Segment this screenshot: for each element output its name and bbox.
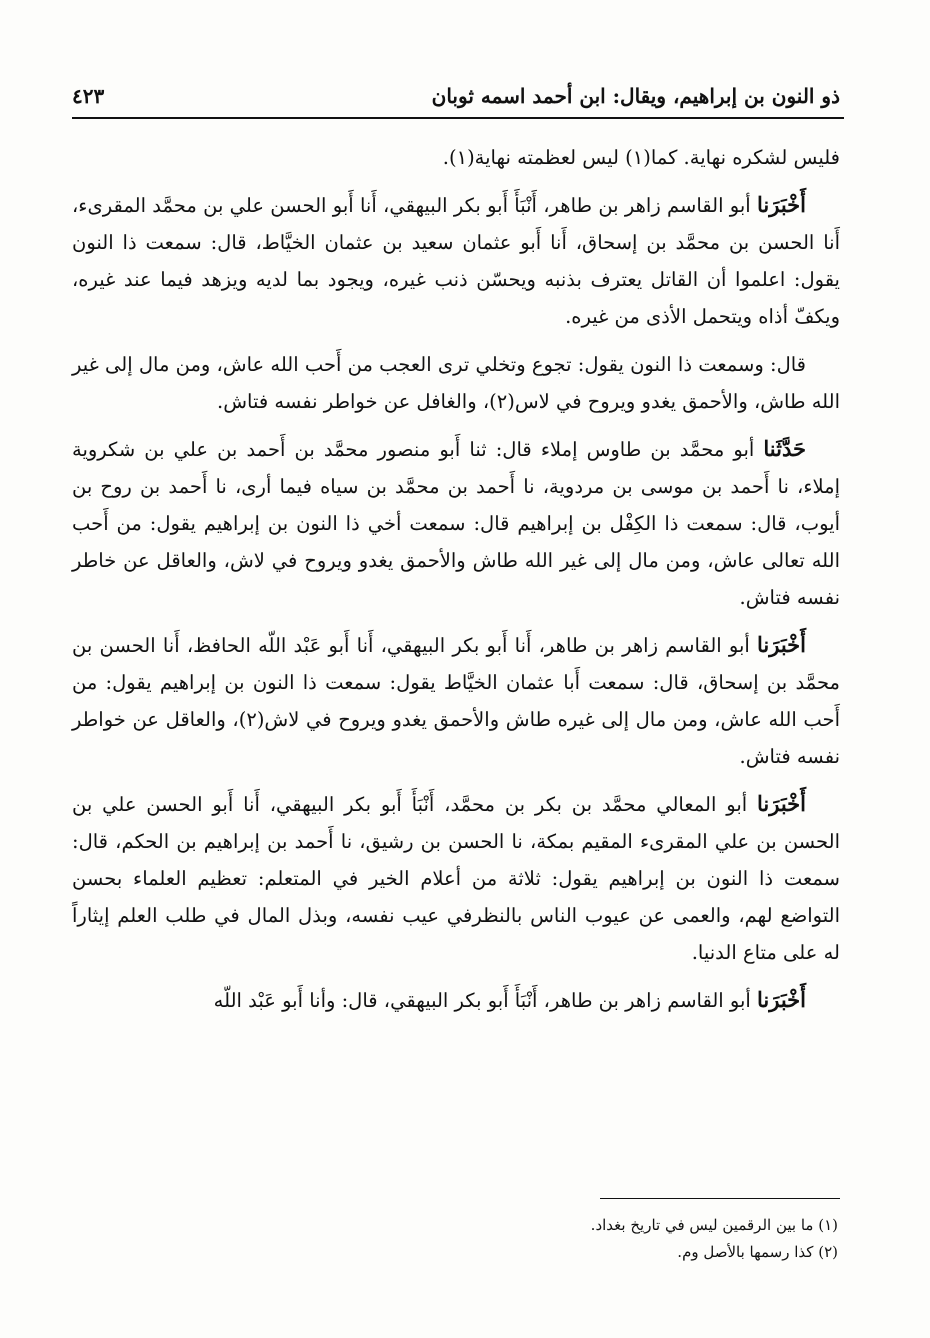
paragraph: [72, 981, 840, 1019]
paragraph-text: فليس لشكره نهاية. كما(١) ليس لعظمته نهاية(١).: [442, 146, 840, 169]
paragraph-text: أبو المعالي محمَّد بن بكر بن محمَّد، أَنْبَأَ أَبو بكر البيهقي، أَنا أَبو الحسن علي بن الحسن بن علي المقرىء المقيم بمكة، نا الحسن بن رشيق، نا أَحمد بن إبراهيم بن الحكم، قال: سمعت ذا النون بن إبراهيم يقول: ثلاثة من أعلام الخير في المتعلم: تعظيم العلماء بحسن التواضع لهم، والعمى عن عيوب الناس بالنظرفي عيب نفسه، وبذل المال في طلب العلم إيثاراً له على متاع الدنيا.: [72, 793, 840, 964]
paragraph-lead: أَخْبَرَنا: [757, 987, 806, 1012]
main-text: [72, 138, 840, 1029]
footnote-separator: [600, 1198, 840, 1199]
paragraph-lead: أَخْبَرَنا: [757, 791, 806, 816]
paragraph: [72, 430, 840, 616]
paragraph: [72, 785, 840, 971]
paragraph-lead: أَخْبَرَنا: [757, 632, 806, 657]
paragraph: [72, 626, 840, 775]
footnote-1: (١) ما بين الرقمين ليس في تاريخ بغداد.: [590, 1216, 838, 1234]
paragraph-text: أبو القاسم زاهر بن طاهر، أَنا أَبو بكر البيهقي، أَنا أَبو عَبْد اللّه الحافظ، أَنا الحسن بن محمَّد بن إسحاق، قال: سمعت أَبا عثمان الخيَّاط يقول: سمعت ذا النون بن إبراهيم يقول: من أَحب الله عاش، ومن مال إلى غيره طاش والأحمق يغدو ويروح في لاش(٢)، والعاقل عن خواطر نفسه فتاش.: [72, 634, 841, 768]
header-rule: [72, 117, 844, 119]
paragraph: [72, 138, 840, 176]
paragraph-text: قال: وسمعت ذا النون يقول: تجوع وتخلي ترى العجب من أَحب الله عاش، ومن مال إلى غير الله طاش، والأحمق يغدو ويروح في لاس(٢)، والغافل عن خواطر نفسه فتاش.: [72, 353, 840, 413]
paragraph: [72, 186, 840, 335]
footnotes: [72, 1212, 838, 1266]
running-title: ذو النون بن إبراهيم، ويقال: ابن أحمد اسمه ثوبان: [431, 84, 840, 108]
paragraph-text: أبو محمَّد بن طاوس إملاء قال: ثنا أَبو منصور محمَّد بن أَحمد بن علي بن شكروية إملاء، نا أَحمد بن موسى بن مردوية، نا أَحمد بن محمَّد بن سياه فيما أرى، نا أَحمد بن روح بن أيوب، قال: سمعت ذا الكِفْل بن إبراهيم قال: سمعت أخي ذا النون بن إبراهيم يقول: من أَحب الله تعالى عاش، ومن مال إلى غير الله طاش والأحمق يغدو ويروح في لاش، والعاقل عن خاطر نفسه فتاش.: [72, 438, 840, 609]
paragraph-lead: أَخْبَرَنا: [757, 192, 806, 217]
page-number: ٤٢٣: [72, 84, 105, 108]
paragraph-text: أبو القاسم زاهر بن طاهر، أَنْبَأَ أَبو بكر البيهقي، قال: وأنا أَبو عَبْد اللّه: [213, 989, 758, 1012]
footnote-2: (٢) كذا رسمها بالأصل وم.: [677, 1243, 838, 1261]
paragraph: [72, 345, 840, 420]
running-header: [72, 76, 840, 116]
paragraph-lead: حَدَّثَنا: [763, 436, 806, 461]
paragraph-text: أبو القاسم زاهر بن طاهر، أَنْبَأَ أَبو بكر البيهقي، أَنا أَبو الحسن علي بن محمَّد المقرىء، أَنا الحسن بن محمَّد بن إسحاق، أَنا أَبو عثمان سعيد بن عثمان الخيَّاط، قال: سمعت ذا النون يقول: اعلموا أن القاتل يعترف بذنبه ويحسّن ذنب غيره، ويجود بما لديه ويزهد فيما عند غيره، ويكفّ أذاه ويتحمل الأذى من غيره.: [72, 194, 840, 328]
